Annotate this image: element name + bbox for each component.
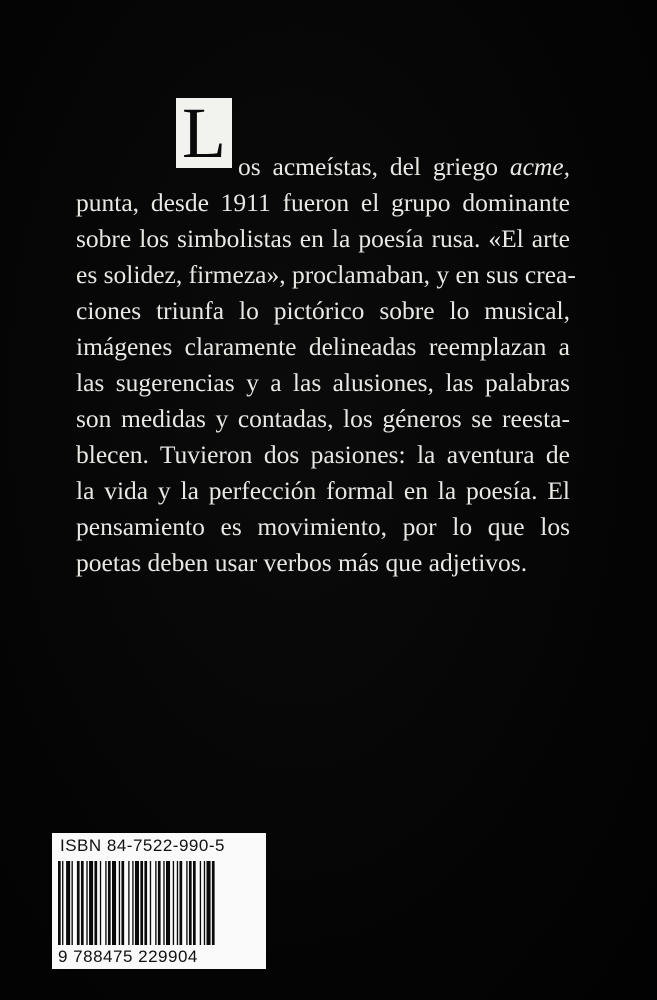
barcode-bar [128,861,129,945]
barcode-label [52,833,266,969]
barcode-bar [94,861,97,945]
blurb-line-4: es solidez, firmeza», proclamaban, y en sus crea- [76,260,576,289]
barcode-bar [193,861,196,945]
blurb-line-3: sobre los simbolistas en la poesía rusa. «El arte [76,224,570,253]
blurb-line-9: blecen. Tuvieron dos pasiones: la aventura de [76,440,570,469]
barcode-bar [155,861,156,945]
blurb-line-6: imágenes claramente delineadas reemplazan a [76,332,570,361]
barcode-bar [135,861,139,945]
barcode-bar [100,861,101,945]
barcode-bars-icon [58,861,260,945]
barcode-bar [105,861,106,945]
isbn-number: ISBN 84-7522-990-5 [60,836,225,855]
barcode-bar [62,861,63,945]
barcode-bar [77,861,80,945]
barcode-bar [66,861,70,945]
barcode-bar [119,861,120,945]
blurb-line-1 [238,150,570,184]
barcode-bar [89,861,93,945]
barcode-bar [180,861,183,945]
barcode-bar [112,861,116,945]
barcode-bar [144,861,147,945]
barcode-bar [204,861,205,945]
barcode-bar [86,861,87,945]
barcode-bar [207,861,211,945]
barcode-bar [58,861,61,945]
blurb-line-10: la vida y la perfección formal en la poesía. El [76,476,570,505]
barcode-bar [186,861,187,945]
barcode-bar [150,861,151,945]
blurb-line-2: punta, desde 1911 fueron el grupo dominante [76,188,570,217]
barcode-bar [200,861,201,945]
blurb-line-8: son medidas y contadas, los géneros se reesta- [76,404,570,433]
barcode-bar [212,861,215,945]
barcode-bar [140,861,143,945]
blurb-line-11: pensamiento es movimiento, por lo que los [76,512,570,541]
barcode-bar [166,861,170,945]
blurb-line-1-text: os acmeístas, del griego [238,152,510,181]
barcode-bar [81,861,84,945]
barcode-bar [163,861,164,945]
blurb-line-7: las sugerencias y a las alusiones, las palabras [76,368,570,397]
barcode-bar [173,861,174,945]
barcode-bar [158,861,161,945]
blurb-line-5: ciones triunfa lo pictórico sobre lo musical, [76,296,570,325]
barcode-bar [72,861,73,945]
ean-number: 9 788475 229904 [58,947,198,966]
blurb-line-1-italic: acme, [509,152,570,181]
drop-cap: L [176,98,232,168]
barcode-bar [108,861,111,945]
barcode-bar [121,861,124,945]
barcode-bar [132,861,133,945]
blurb-line-12: poetas deben usar verbos más que adjetivos. [76,548,528,577]
barcode-bar [189,861,192,945]
barcode-bar [177,861,178,945]
